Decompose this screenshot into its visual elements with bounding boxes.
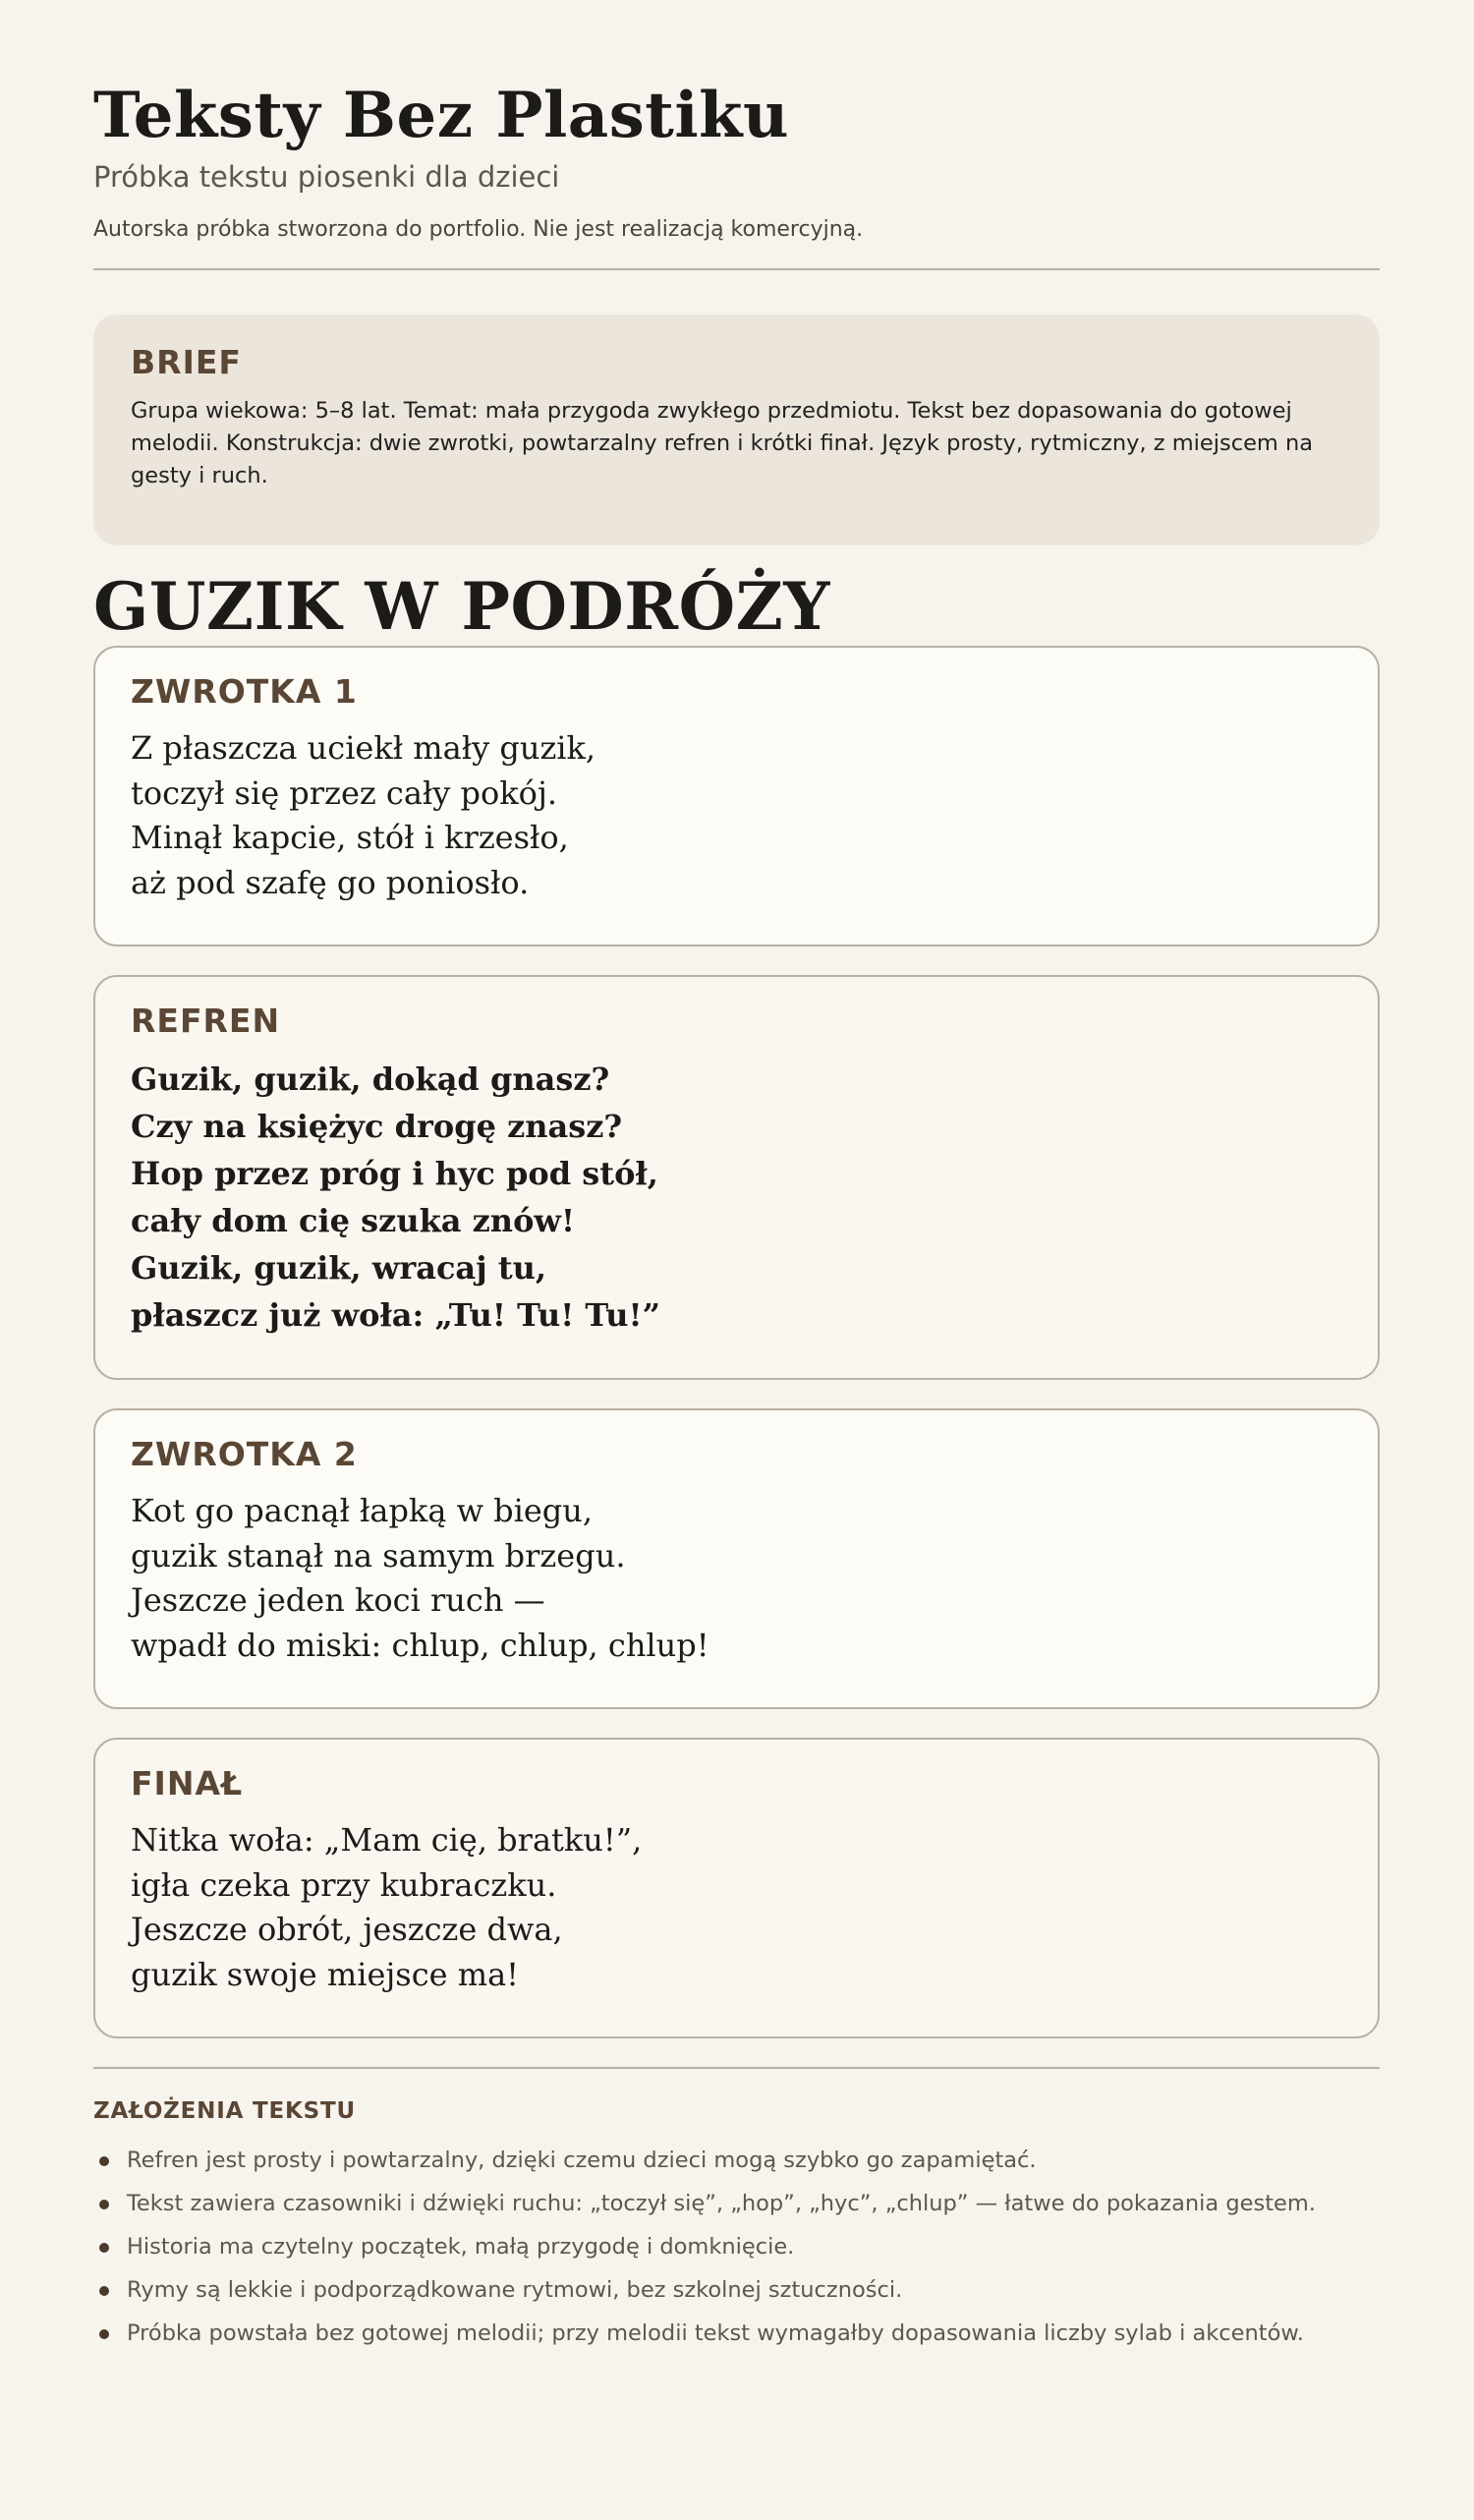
lyric-line: Jeszcze jeden koci ruch — <box>131 1581 545 1619</box>
section-heading: ZWROTKA 1 <box>131 672 358 711</box>
lyric-line: guzik stanął na samym brzegu. <box>131 1536 626 1575</box>
lyric-line: toczył się przez cały pokój. <box>131 773 558 812</box>
brief-text: Grupa wiekowa: 5–8 lat. Temat: mała przygoda zwykłego przedmiotu. Tekst bez dopasowania do gotowej melodii. Konstrukcja: dwie zwrotki, powtarzalny refren i krótki finał. Język prosty, rytmiczny, z miejscem na gesty i ruch. <box>131 398 1314 488</box>
list-item <box>93 2319 1380 2348</box>
list-item-text: Refren jest prosty i powtarzalny, dzięki czemu dzieci mogą szybko go zapamiętać. <box>127 2148 1037 2173</box>
verse-2-card <box>93 1408 1380 1709</box>
lyric-line: Guzik, guzik, dokąd gnasz? <box>131 1060 610 1098</box>
lyric-line: Czy na księżyc drogę znasz? <box>131 1108 623 1145</box>
bullet-icon <box>99 2286 109 2296</box>
lyric-line: Jeszcze obrót, jeszcze dwa, <box>131 1911 563 1948</box>
lyrics <box>131 726 1342 905</box>
lyric-line: Hop przez próg i hyc pod stół, <box>131 1155 658 1192</box>
bullet-icon <box>99 2200 109 2209</box>
bullet-icon <box>99 2243 109 2253</box>
page <box>93 0 1380 2348</box>
section-heading: ZWROTKA 2 <box>131 1435 358 1473</box>
assumptions-list <box>93 2146 1380 2348</box>
bullet-icon <box>99 2329 109 2339</box>
list-item <box>93 2146 1380 2175</box>
section-heading: REFREN <box>131 1002 281 1040</box>
assumptions-divider <box>93 2067 1380 2069</box>
bullet-icon <box>99 2156 109 2166</box>
list-item-text: Tekst zawiera czasowniki i dźwięki ruchu: „toczył się”, „hop”, „hyc”, „chlup” — łatwe do pokazania gestem. <box>127 2191 1316 2216</box>
lyric-line: guzik swoje miejsce ma! <box>131 1955 520 1993</box>
verse-1-card <box>93 646 1380 946</box>
list-item-text: Historia ma czytelny początek, małą przygodę i domknięcie. <box>127 2234 795 2260</box>
lyrics <box>131 1489 1342 1668</box>
lyrics <box>131 1818 1342 1997</box>
page-title: Teksty Bez Plastiku <box>93 79 790 152</box>
lyric-line: cały dom cię szuka znów! <box>131 1202 575 1239</box>
list-item-text: Rymy są lekkie i podporządkowane rytmowi, bez szkolnej sztuczności. <box>127 2277 903 2303</box>
header-divider <box>93 268 1380 270</box>
brief-heading: BRIEF <box>131 343 242 381</box>
brief-box <box>93 315 1380 545</box>
lyric-line: Nitka woła: „Mam cię, bratku!”, <box>131 1821 643 1859</box>
lyric-line: Minął kapcie, stół i krzesło, <box>131 819 569 856</box>
song-title: GUZIK W PODRÓŻY <box>93 568 830 645</box>
list-item <box>93 2189 1380 2218</box>
lyric-line: płaszcz już woła: „Tu! Tu! Tu!” <box>131 1296 660 1334</box>
list-item <box>93 2275 1380 2305</box>
list-item <box>93 2232 1380 2262</box>
lyric-line: Kot go pacnął łapką w biegu, <box>131 1492 594 1529</box>
lyric-line: igła czeka przy kubraczku. <box>131 1865 557 1904</box>
chorus-card <box>93 975 1380 1380</box>
section-heading: FINAŁ <box>131 1764 244 1803</box>
lyrics <box>131 1056 1342 1339</box>
assumptions-heading: ZAŁOŻENIA TEKSTU <box>93 2098 356 2124</box>
finale-card <box>93 1738 1380 2038</box>
list-item-text: Próbka powstała bez gotowej melodii; przy melodii tekst wymagałby dopasowania liczby sylab i akcentów. <box>127 2320 1304 2346</box>
lyric-line: aż pod szafę go poniosło. <box>131 863 530 901</box>
page-subtitle: Próbka tekstu piosenki dla dzieci <box>93 160 560 194</box>
lyric-line: Guzik, guzik, wracaj tu, <box>131 1249 547 1287</box>
lyric-line: wpadł do miski: chlup, chlup, chlup! <box>131 1626 709 1664</box>
portfolio-note: Autorska próbka stworzona do portfolio. Nie jest realizacją komercyjną. <box>93 217 864 242</box>
lyric-line: Z płaszcza uciekł mały guzik, <box>131 729 596 767</box>
